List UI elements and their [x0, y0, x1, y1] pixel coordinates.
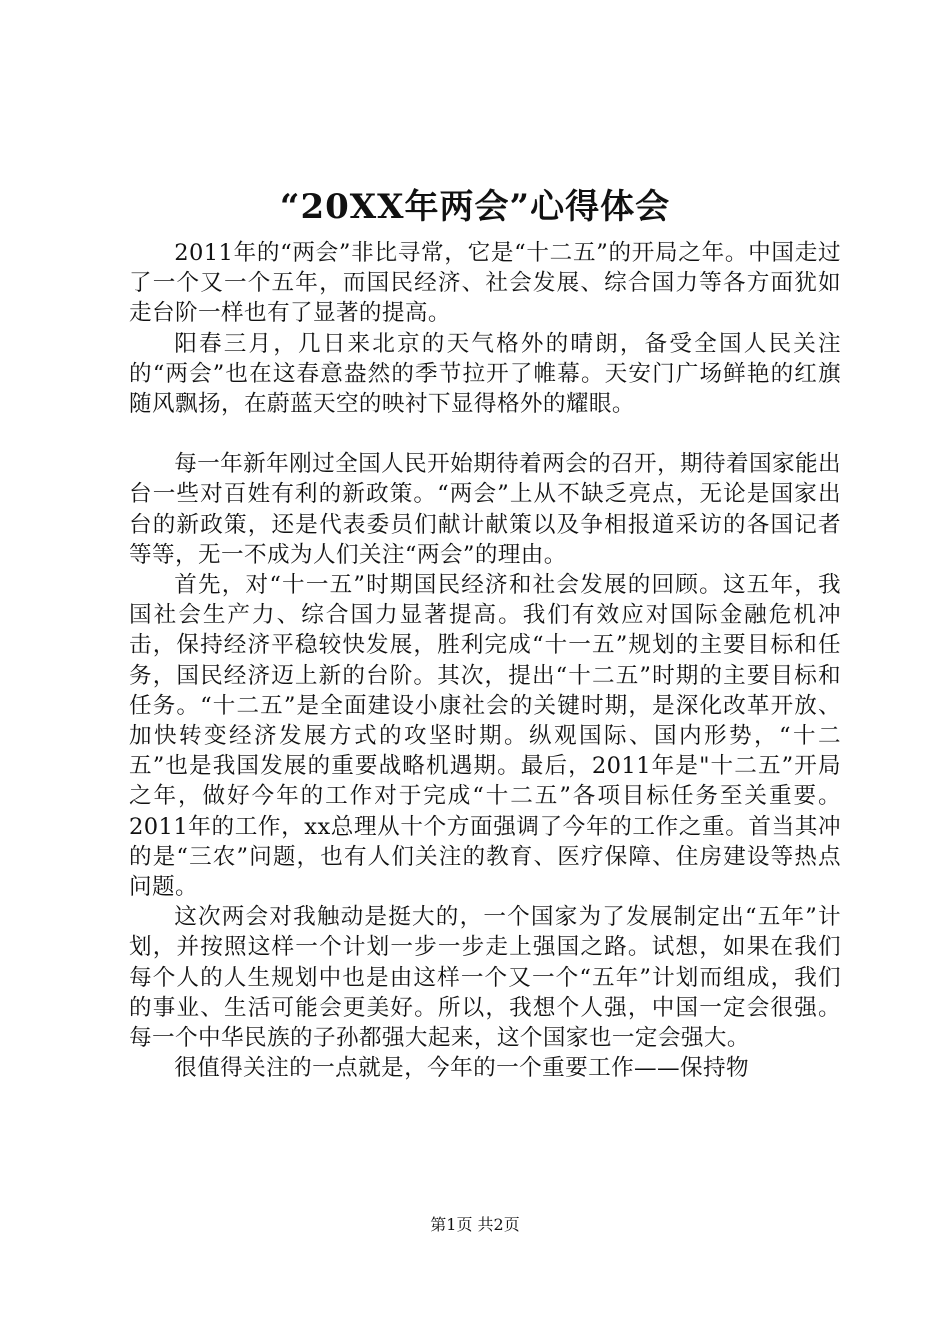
- document-title: “20XX年两会”心得体会: [279, 187, 671, 227]
- page-number-footer: 第1页 共2页: [430, 1215, 520, 1234]
- paragraph-2: 阳春三月，几日来北京的天气格外的晴朗，备受全国人民关注的“两会”也在这春意盎然的季节拉开了帷幕。天安门广场鲜艳的红旗随风飘扬，在蔚蓝天空的映衬下显得格外的耀眼。: [129, 330, 841, 418]
- paragraph-4: 首先，对“十一五”时期国民经济和社会发展的回顾。这五年，我国社会生产力、综合国力显著提高。我们有效应对国际金融危机冲击，保持经济平稳较快发展，胜利完成“十一五”规划的主要目标和任务，国民经济迈上新的台阶。其次，提出“十二五”时期的主要目标和任务。“十二五”是全面建设小康社会的关键时期，是深化改革开放、加快转变经济发展方式的攻坚时期。纵观国际、国内形势，“十二五”也是我国发展的重要战略机遇期。最后，2011年是"十二五”开局之年，做好今年的工作对于完成“十二五”各项目标任务至关重要。2011年的工作，xx总理从十个方面强调了今年的工作之重。首当其冲的是“三农”问题，也有人们关注的教育、医疗保障、住房建设等热点问题。: [129, 572, 841, 901]
- paragraph-1: 2011年的“两会”非比寻常，它是“十二五”的开局之年。中国走过了一个又一个五年，而国民经济、社会发展、综合国力等各方面犹如走台阶一样也有了显著的提高。: [129, 240, 841, 327]
- paragraph-3: 每一年新年刚过全国人民开始期待着两会的召开，期待着国家能出台一些对百姓有利的新政策。“两会”上从不缺乏亮点，无论是国家出台的新政策，还是代表委员们献计献策以及争相报道采访的各国记者等等，无一不成为人们关注“两会”的理由。: [129, 451, 842, 568]
- paragraph-6: 很值得关注的一点就是，今年的一个重要工作——保持物: [174, 1055, 750, 1082]
- document-body: [129, 238, 841, 1083]
- paragraph-5: 这次两会对我触动是挺大的，一个国家为了发展制定出“五年”计划，并按照这样一个计划一步一步走上强国之路。试想，如果在我们每个人的人生规划中也是由这样一个又一个“五年”计划而组成，我们的事业、生活可能会更美好。所以，我想个人强，中国一定会很强。每一个中华民族的子孙都强大起来，这个国家也一定会强大。: [129, 904, 841, 1052]
